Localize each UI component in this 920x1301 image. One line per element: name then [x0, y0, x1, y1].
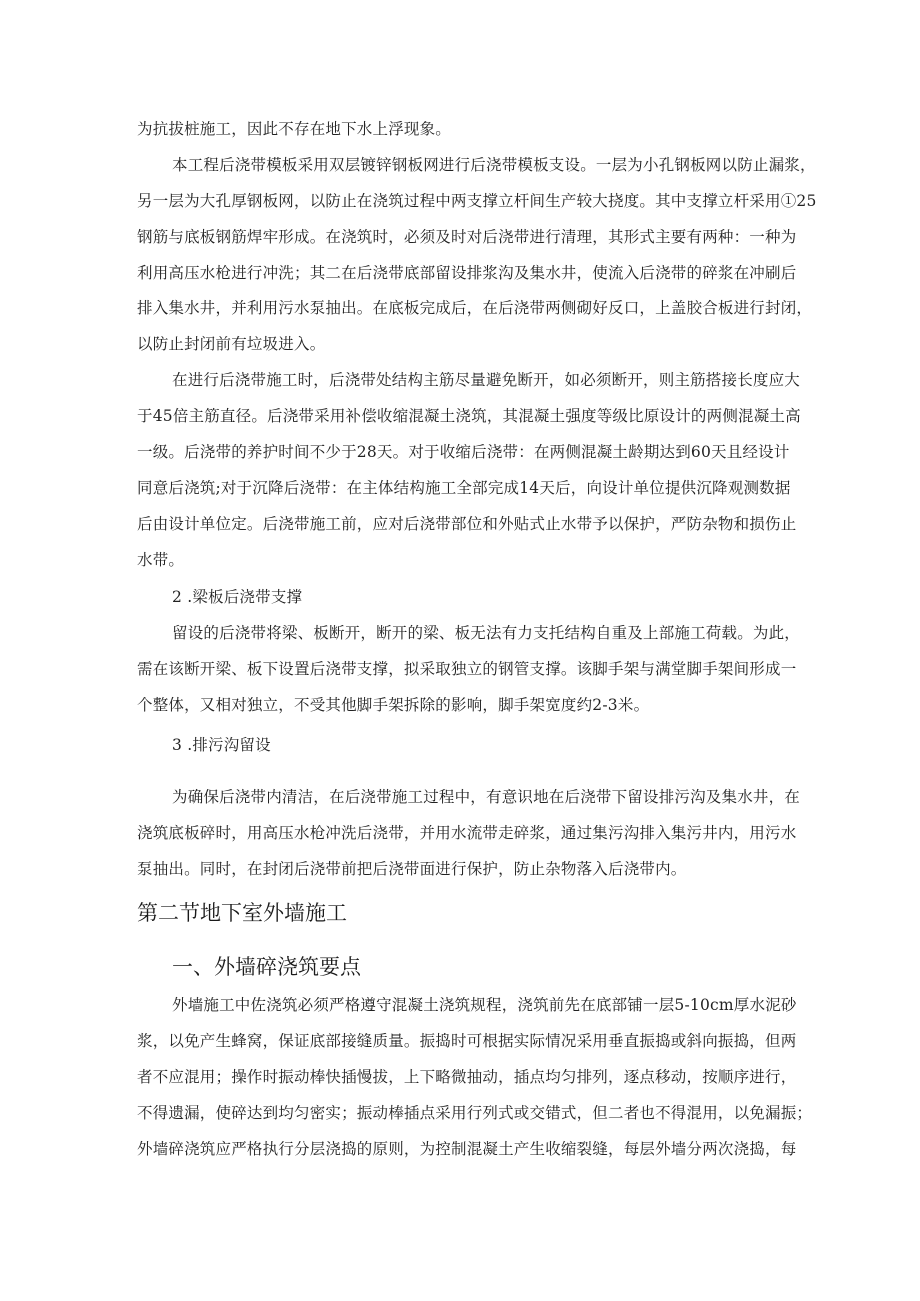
paragraph-line: 留设的后浇带将梁、板断开，断开的梁、板无法有力支托结构自重及上部施工荷载。为此， — [172, 624, 801, 642]
paragraph-line: 浇筑底板碎时，用高压水枪冲洗后浇带，并用水流带走碎浆，通过集污沟排入集污井内，用污水 — [137, 824, 797, 842]
subheading-2: 2 .梁板后浇带支撑 — [172, 588, 303, 606]
paragraph-line: 为抗拔桩施工，因此不存在地下水上浮现象。 — [137, 120, 452, 138]
section-title: 第二节地下室外墙施工 — [137, 901, 347, 925]
paragraph-line: 外墙碎浇筑应严格执行分层浇捣的原则，为控制混凝土产生收缩裂缝，每层外墙分两次浇捣，每 — [137, 1140, 797, 1158]
paragraph-line: 同意后浇筑;对于沉降后浇带：在主体结构施工全部完成14天后，向设计单位提供沉降观测数据 — [137, 479, 791, 497]
paragraph-line: 本工程后浇带模板采用双层镀锌钢板网进行后浇带模板支设。一层为小孔钢板网以防止漏浆， — [172, 156, 816, 174]
paragraph-line: 外墙施工中佐浇筑必须严格遵守混凝土浇筑规程，浇筑前先在底部铺一层5-10cm厚水泥砂 — [172, 996, 797, 1014]
paragraph-line: 利用高压水枪进行冲洗；其二在后浇带底部留设排浆沟及集水井，使流入后浇带的碎浆在冲刷后 — [137, 264, 797, 282]
paragraph-line: 以防止封闭前有垃圾进入。 — [137, 335, 326, 353]
paragraph-line: 后由设计单位定。后浇带施工前，应对后浇带部位和外贴式止水带予以保护，严防杂物和损伤止 — [137, 515, 797, 533]
paragraph-line: 泵抽出。同时，在封闭后浇带前把后浇带面进行保护，防止杂物落入后浇带内。 — [137, 860, 687, 878]
paragraph-line: 需在该断开梁、板下设置后浇带支撑，拟采取独立的钢管支撑。该脚手架与满堂脚手架间形成一 — [137, 660, 797, 678]
paragraph-line: 于45倍主筋直径。后浇带采用补偿收缩混凝土浇筑，其混凝土强度等级比原设计的两侧混凝土高 — [137, 407, 801, 425]
paragraph-line: 者不应混用；操作时振动棒快插慢拔，上下略微抽动，插点均匀排列，逐点移动，按顺序进行， — [137, 1068, 797, 1086]
paragraph-line: 水带。 — [137, 551, 185, 569]
paragraph-line: 不得遗漏，使碎达到均匀密实；振动棒插点采用行列式或交错式，但二者也不得混用，以免漏振； — [137, 1104, 813, 1122]
paragraph-line: 钢筋与底板钢筋焊牢形成。在浇筑时，必须及时对后浇带进行清理，其形式主要有两种：一种为 — [137, 228, 797, 246]
paragraph-line: 个整体，又相对独立，不受其他脚手架拆除的影响，脚手架宽度约2-3米。 — [137, 696, 650, 714]
paragraph-line: 另一层为大孔厚钢板网，以防止在浇筑过程中两支撑立杆间生产较大挠度。其中支撑立杆采用①25 — [137, 192, 817, 210]
paragraph-line: 在进行后浇带施工时，后浇带处结构主筋尽量避免断开，如必须断开，则主筋搭接长度应大 — [172, 371, 801, 389]
paragraph-line: 为确保后浇带内清洁，在后浇带施工过程中，有意识地在后浇带下留设排污沟及集水井，在 — [172, 788, 801, 806]
paragraph-line: 浆，以免产生蜂窝，保证底部接缝质量。振捣时可根据实际情况采用垂直振捣或斜向振捣，但两 — [137, 1032, 797, 1050]
subsection-title: 一、外墙碎浇筑要点 — [172, 955, 361, 979]
paragraph-line: 一级。后浇带的养护时间不少于28天。对于收缩后浇带：在两侧混凝土龄期达到60天且经设计 — [137, 443, 790, 461]
subheading-3: 3 .排污沟留设 — [172, 736, 271, 754]
paragraph-line: 排入集水井，并利用污水泵抽出。在底板完成后，在后浇带两侧砌好反口，上盖胶合板进行封闭， — [137, 299, 813, 317]
